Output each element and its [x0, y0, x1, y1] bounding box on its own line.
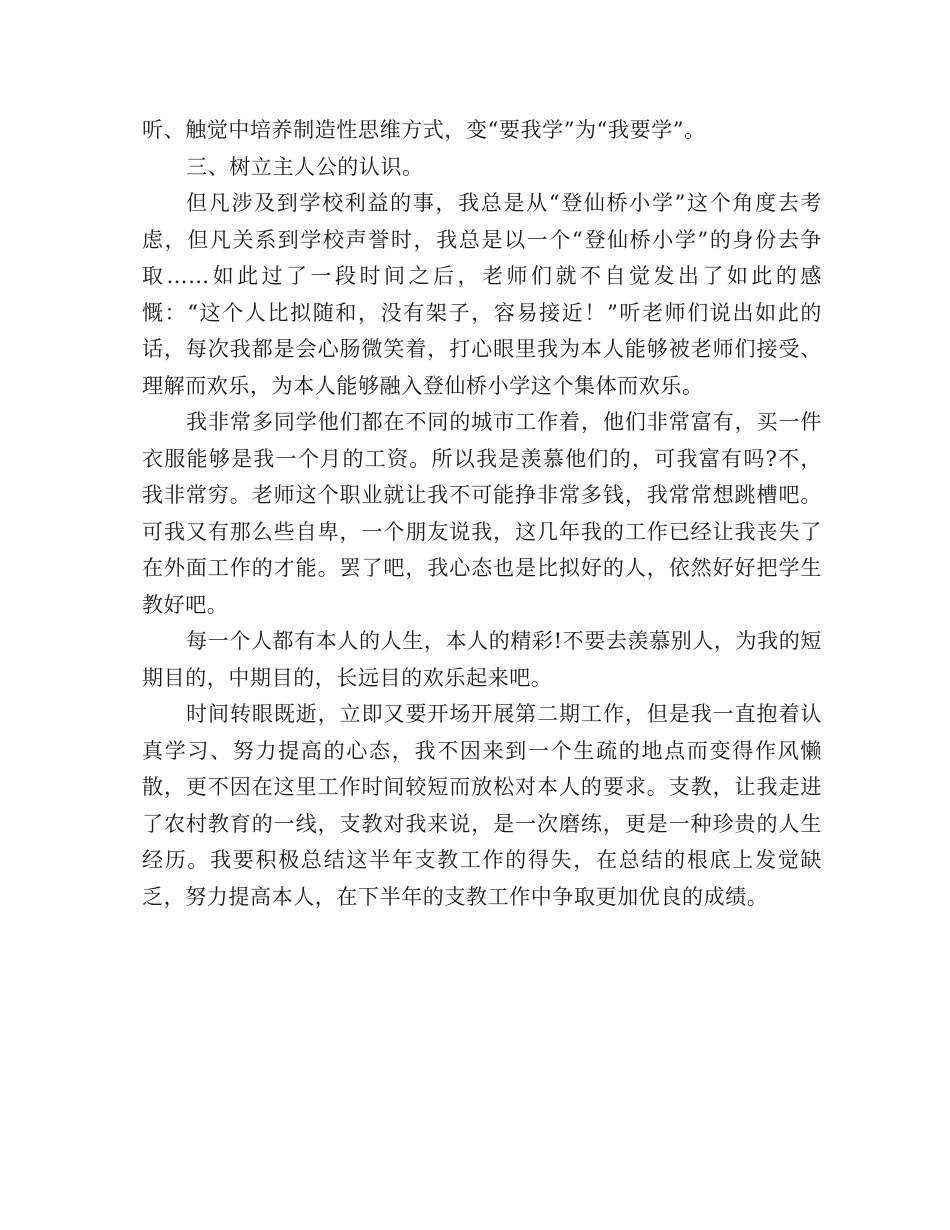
paragraph-3: 但凡涉及到学校利益的事，我总是从“登仙桥小学”这个角度去考虑，但凡关系到学校声誉时，我总是以一个“登仙桥小学”的身份去争取……如此过了一段时间之后，老师们就不自觉发出了如此的感慨：“这个人比拟随和，没有架子，容易接近！”听老师们说出如此的话，每次我都是会心肠微笑着，打心眼里我为本人能够被老师们接受、理解而欢乐，为本人能够融入登仙桥小学这个集体而欢乐。 — [142, 191, 822, 398]
body-text — [142, 112, 822, 915]
paragraph-4: 我非常多同学他们都在不同的城市工作着，他们非常富有，买一件衣服能够是我一个月的工资。所以我是羡慕他们的，可我富有吗?不，我非常穷。老师这个职业就让我不可能挣非常多钱，我常常想跳槽吧。可我又有那么些自卑，一个朋友说我，这几年我的工作已经让我丧失了在外面工作的才能。罢了吧，我心态也是比拟好的人，依然好好把学生教好吧。 — [142, 410, 822, 617]
paragraph-5: 每一个人都有本人的人生，本人的精彩!不要去羡慕别人，为我的短期目的，中期目的，长远目的欢乐起来吧。 — [142, 629, 822, 690]
paragraph-1: 听、触觉中培养制造性思维方式，变“要我学”为“我要学”。 — [142, 118, 706, 142]
paragraph-6: 时间转眼既逝，立即又要开场开展第二期工作，但是我一直抱着认真学习、努力提高的心态，我不因来到一个生疏的地点而变得作风懒散，更不因在这里工作时间较短而放松对本人的要求。支教，让我走进了农村教育的一线，支教对我来说，是一次磨练，更是一种珍贵的人生经历。我要积极总结这半年支教工作的得失，在总结的根底上发觉缺乏，努力提高本人，在下半年的支教工作中争取更加优良的成绩。 — [142, 702, 822, 909]
paragraph-2-heading: 三、树立主人公的认识。 — [186, 154, 424, 179]
